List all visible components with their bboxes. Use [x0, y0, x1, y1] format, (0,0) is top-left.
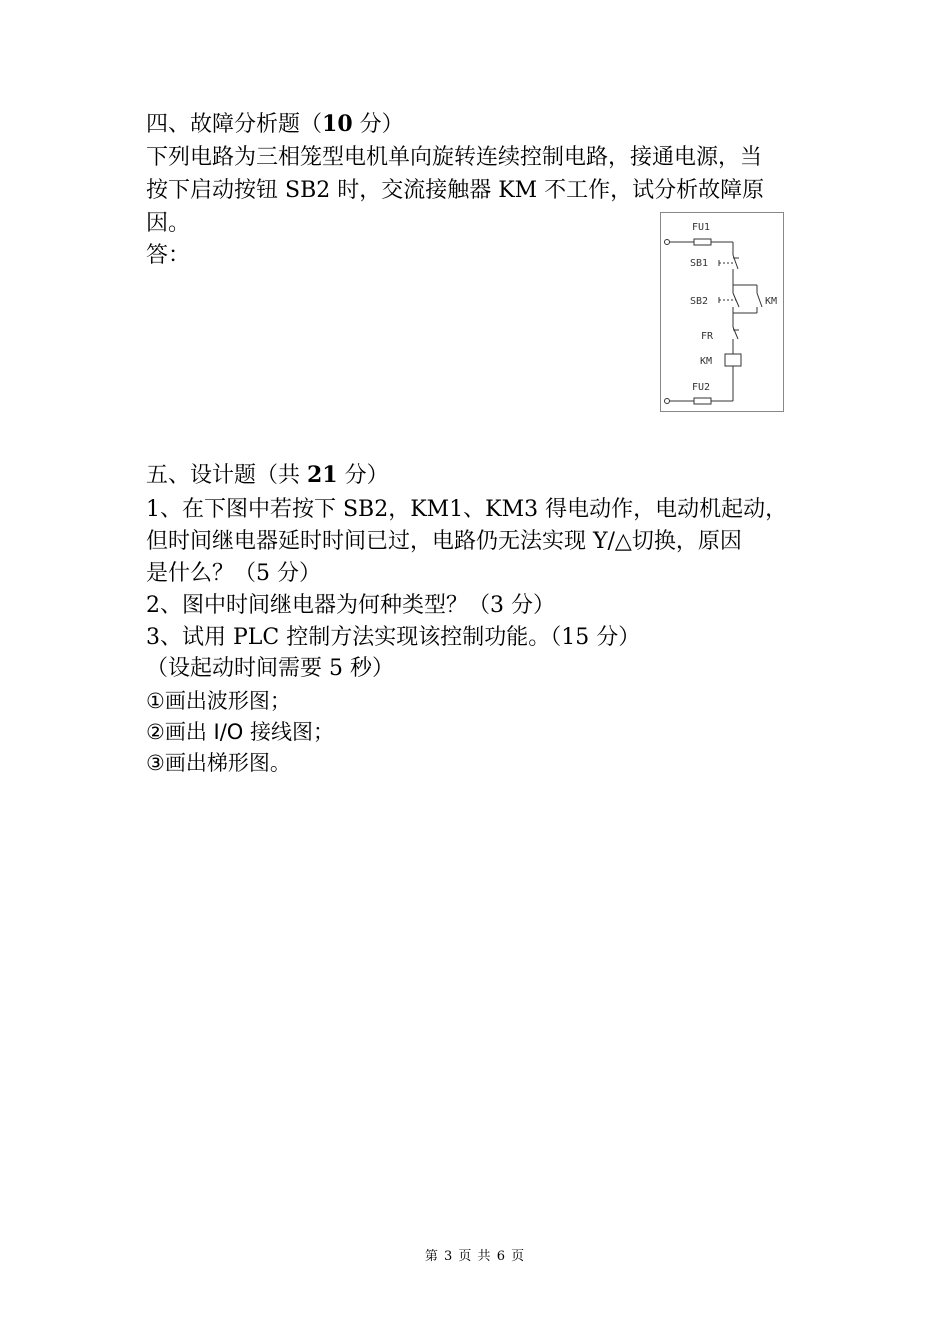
circuit-svg: [661, 213, 783, 411]
fr-overload-contact-icon: [733, 327, 739, 339]
label-sb2: SB2: [690, 296, 709, 307]
label-km-coil: KM: [700, 356, 713, 367]
section4-title-suffix: 分）: [352, 112, 404, 137]
fuse-fu2-icon: [694, 398, 711, 404]
answer-label: 答：: [146, 243, 191, 268]
label-sb1: SB1: [690, 258, 709, 269]
section4-line-3: 因。: [146, 211, 191, 236]
sb1-pushbutton-icon: [719, 255, 739, 269]
section5-line-1: 1、在下图中若按下 SB2，KM1、KM3 得电动作，电动机起动，: [146, 497, 788, 522]
fuse-fu1-icon: [694, 239, 711, 245]
sb2-pushbutton-icon: [719, 293, 739, 307]
section5-line-2: 但时间继电器延时时间已过，电路仍无法实现 Y/△切换，原因: [146, 529, 742, 554]
step-2: ②画出 I/O 接线图；: [146, 720, 334, 744]
km-coil-icon: [725, 354, 741, 366]
label-fu1: FU1: [692, 222, 711, 233]
km-holding-contact-icon: [757, 293, 762, 307]
top-terminal-icon: [665, 240, 670, 245]
control-circuit-diagram: [660, 212, 784, 412]
section4-title-score: 10: [322, 111, 353, 137]
section5-line-3: 是什么？（5 分）: [146, 561, 321, 586]
section5-title-score: 21: [307, 462, 338, 488]
step-3: ③画出梯形图。: [146, 751, 291, 775]
section5-line-4: 2、图中时间继电器为何种类型？（3 分）: [146, 593, 555, 618]
section5-title-suffix: 分）: [337, 463, 389, 488]
section4-title: [146, 108, 404, 141]
section5-line-5: 3、试用 PLC 控制方法实现该控制功能。（15 分）: [146, 625, 641, 650]
section4-title-prefix: 四、故障分析题（: [146, 112, 323, 137]
section5-line-6: （设起动时间需要 5 秒）: [146, 656, 394, 681]
label-km-contact: KM: [765, 296, 778, 307]
bottom-terminal-icon: [665, 399, 670, 404]
section4-line-1: 下列电路为三相笼型电机单向旋转连续控制电路，接通电源，当: [146, 145, 763, 170]
label-fu2: FU2: [692, 382, 711, 393]
page-footer: 第 3 页 共 6 页: [424, 1249, 526, 1264]
section4-line-2: 按下启动按钮 SB2 时，交流接触器 KM 不工作，试分析故障原: [146, 178, 765, 203]
section5-title-prefix: 五、设计题（共: [146, 463, 307, 488]
label-fr: FR: [701, 331, 714, 342]
section5-title: [146, 459, 389, 492]
step-1: ①画出波形图；: [146, 689, 291, 713]
